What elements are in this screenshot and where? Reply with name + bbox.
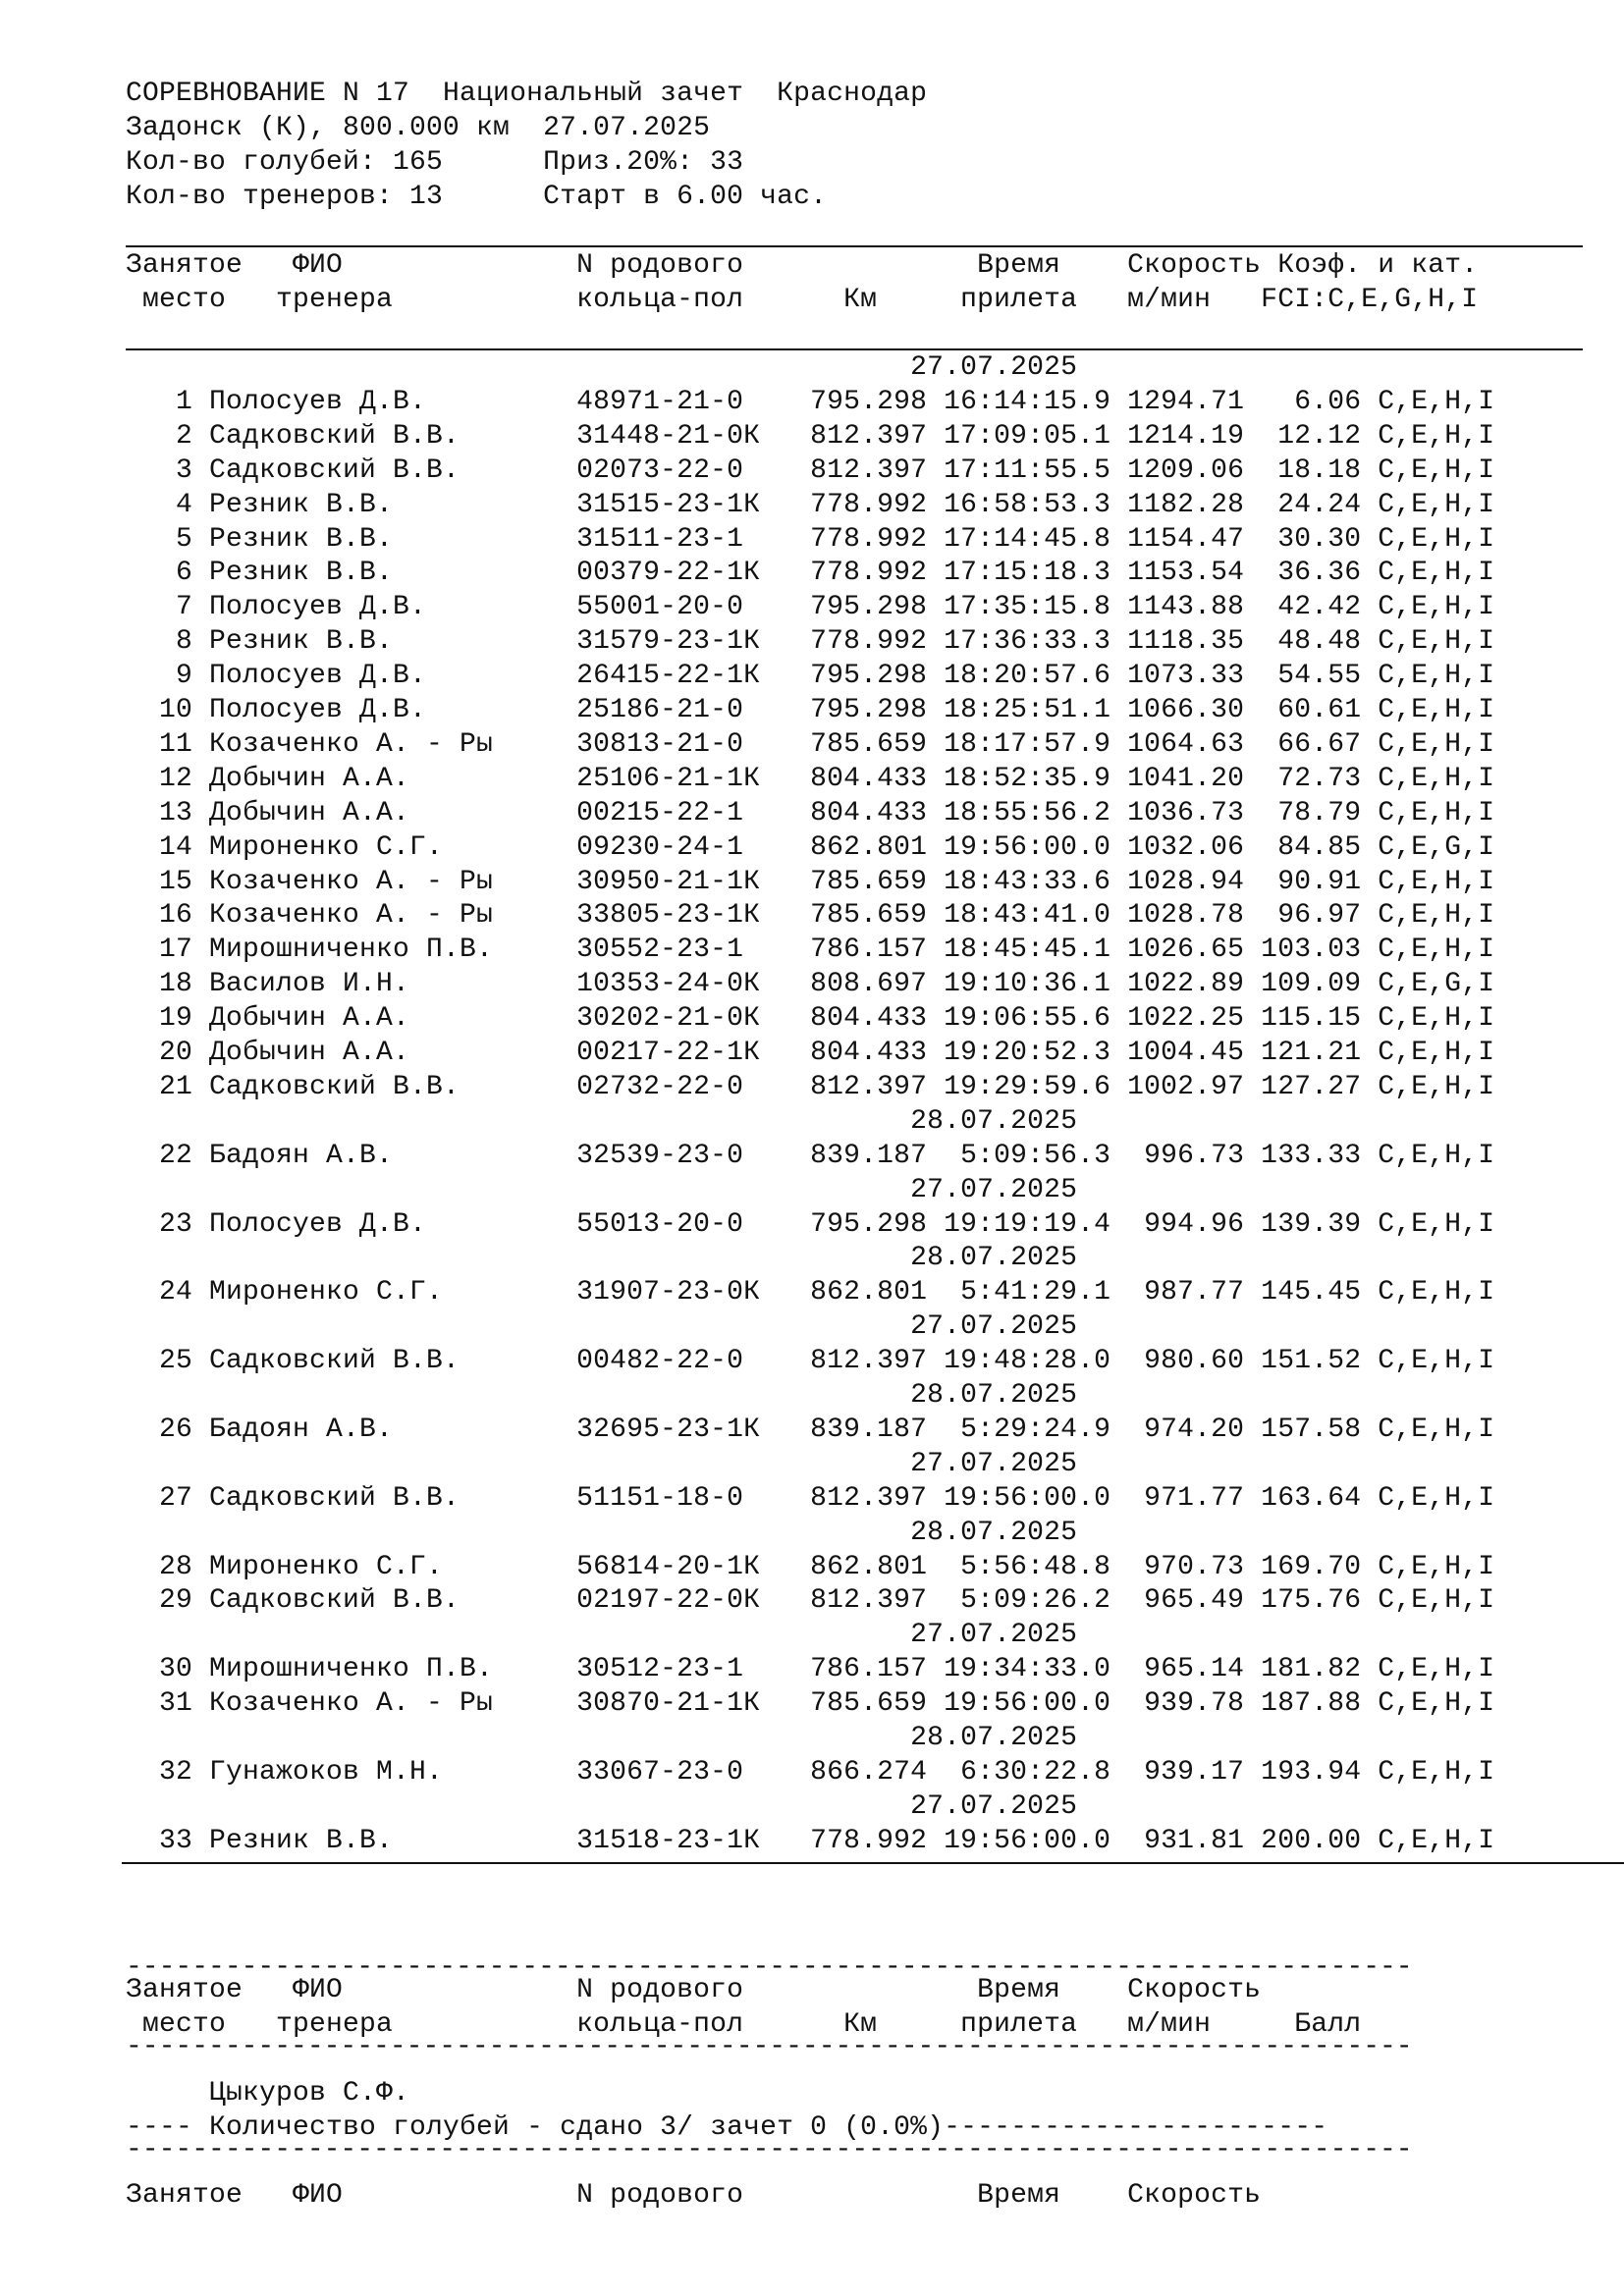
result-row: 33 Резник В.В. 31518-23-1К 778.992 19:56:00.0 931.81 200.00 C,E,H,I xyxy=(126,1825,1495,1856)
result-row: 13 Добычин А.А. 00215-22-1 804.433 18:55:56.2 1036.73 78.79 C,E,H,I xyxy=(126,797,1495,828)
result-row: 28 Мироненко С.Г. 56814-20-1К 862.801 5:56:48.8 970.73 169.70 C,E,H,I xyxy=(126,1551,1495,1582)
date-separator-row: 28.07.2025 xyxy=(126,1380,1078,1411)
result-row: 12 Добычин А.А. 25106-21-1К 804.433 18:52:35.9 1041.20 72.73 C,E,H,I xyxy=(126,763,1495,794)
trainer-top-dash: ------------------------------------------------------------------------------ xyxy=(126,1952,1413,1983)
result-row: 3 Садковский В.В. 02073-22-0 812.397 17:11:55.5 1209.06 18.18 C,E,H,I xyxy=(126,454,1495,486)
next-section-header: Занятое ФИО N родового Время Скорость xyxy=(126,2180,1262,2211)
date-separator-row: 27.07.2025 xyxy=(126,1448,1078,1479)
result-row: 17 Мирошниченко П.В. 30552-23-1 786.157 18:45:45.1 1026.65 103.03 C,E,H,I xyxy=(126,934,1495,966)
result-row: 27 Садковский В.В. 51151-18-0 812.397 19:56:00.0 971.77 163.64 C,E,H,I xyxy=(126,1482,1495,1514)
result-row: 31 Козаченко А. - Ры 30870-21-1К 785.659 19:56:00.0 939.78 187.88 C,E,H,I xyxy=(126,1688,1495,1720)
result-row: 18 Василов И.Н. 10353-24-0К 808.697 19:10:36.1 1022.89 109.09 C,E,G,I xyxy=(126,969,1495,1000)
date-separator-row: 28.07.2025 xyxy=(126,1105,1078,1137)
result-row: 19 Добычин А.А. 30202-21-0К 804.433 19:06:55.6 1022.25 115.15 C,E,H,I xyxy=(126,1003,1495,1035)
result-row: 14 Мироненко С.Г. 09230-24-1 862.801 19:56:00.0 1032.06 84.85 C,E,G,I xyxy=(126,831,1495,863)
date-separator-row: 27.07.2025 xyxy=(126,1790,1078,1822)
trainer-header-dash: ------------------------------------------------------------------------------ xyxy=(126,2032,1413,2062)
date-separator-row: 27.07.2025 xyxy=(126,1311,1078,1343)
result-row: 5 Резник В.В. 31511-23-1 778.992 17:14:45.8 1154.47 30.30 C,E,H,I xyxy=(126,523,1495,555)
result-row: 23 Полосуев Д.В. 55013-20-0 795.298 19:19:19.4 994.96 139.39 C,E,H,I xyxy=(126,1208,1495,1240)
result-row: 22 Бадоян А.В. 32539-23-0 839.187 5:09:56.3 996.73 133.33 C,E,H,I xyxy=(126,1140,1495,1171)
result-row: 32 Гунажоков М.Н. 33067-23-0 866.274 6:30:22.8 939.17 193.94 C,E,H,I xyxy=(126,1756,1495,1788)
next-section-dash: ------------------------------------------------------------------------------ xyxy=(126,2135,1413,2165)
competition-title: СОРЕВНОВАНИЕ N 17 Национальный зачет Краснодар xyxy=(126,79,928,109)
pigeons-count-line: Кол-во голубей: 165 Приз.20%: 33 xyxy=(126,147,744,178)
result-row: 25 Садковский В.В. 00482-22-0 812.397 19:48:28.0 980.60 151.52 C,E,H,I xyxy=(126,1346,1495,1377)
result-row: 15 Козаченко А. - Ры 30950-21-1К 785.659 18:43:33.6 1028.94 90.91 C,E,H,I xyxy=(126,866,1495,897)
table-header-row1: Занятое ФИО N родового Время Скорость Коэф. и кат. xyxy=(126,250,1479,281)
table-top-rule xyxy=(126,245,1583,247)
result-row: 29 Садковский В.В. 02197-22-0К 812.397 5:09:26.2 965.49 175.76 C,E,H,I xyxy=(126,1585,1495,1617)
date-separator-row: 28.07.2025 xyxy=(126,1723,1078,1753)
trainer-summary: ---- Количество голубей - сдано 3/ зачет 0 (0.0%)----------------------- xyxy=(126,2112,1328,2143)
result-row: 16 Козаченко А. - Ры 33805-23-1К 785.659 18:43:41.0 1028.78 96.97 C,E,H,I xyxy=(126,900,1495,932)
trainer-header-row1: Занятое ФИО N родового Время Скорость xyxy=(126,1975,1262,2005)
table-bottom-rule xyxy=(122,1862,1624,1864)
result-row: 9 Полосуев Д.В. 26415-22-1К 795.298 18:20:57.6 1073.33 54.55 C,E,H,I xyxy=(126,661,1495,692)
trainers-count-line: Кол-во тренеров: 13 Старт в 6.00 час. xyxy=(126,182,828,212)
trainer-header-row2: место тренера кольца-пол Км прилета м/мин Балл xyxy=(126,2009,1362,2040)
result-row: 30 Мирошниченко П.В. 30512-23-1 786.157 19:34:33.0 965.14 181.82 C,E,H,I xyxy=(126,1654,1495,1685)
date-separator-row: 27.07.2025 xyxy=(126,1620,1078,1651)
table-header-row2: место тренера кольца-пол Км прилета м/мин FCI:C,E,G,H,I xyxy=(126,285,1479,315)
date-separator-row: 28.07.2025 xyxy=(126,1243,1078,1274)
result-row: 6 Резник В.В. 00379-22-1К 778.992 17:15:18.3 1153.54 36.36 C,E,H,I xyxy=(126,558,1495,589)
result-row: 10 Полосуев Д.В. 25186-21-0 795.298 18:25:51.1 1066.30 60.61 C,E,H,I xyxy=(126,695,1495,725)
date-separator-row: 28.07.2025 xyxy=(126,1517,1078,1548)
result-row: 2 Садковский В.В. 31448-21-0К 812.397 17:09:05.1 1214.19 12.12 C,E,H,I xyxy=(126,420,1495,452)
result-row: 8 Резник В.В. 31579-23-1К 778.992 17:36:33.3 1118.35 48.48 C,E,H,I xyxy=(126,626,1495,658)
result-row: 24 Мироненко С.Г. 31907-23-0К 862.801 5:41:29.1 987.77 145.45 C,E,H,I xyxy=(126,1277,1495,1308)
date-separator-row: 27.07.2025 xyxy=(126,352,1078,383)
result-row: 1 Полосуев Д.В. 48971-21-0 795.298 16:14:15.9 1294.71 6.06 C,E,H,I xyxy=(126,386,1495,417)
date-separator-row: 27.07.2025 xyxy=(126,1174,1078,1205)
trainer-name: Цыкуров С.Ф. xyxy=(126,2078,410,2109)
result-row: 7 Полосуев Д.В. 55001-20-0 795.298 17:35:15.8 1143.88 42.42 C,E,H,I xyxy=(126,592,1495,623)
result-row: 20 Добычин А.А. 00217-22-1К 804.433 19:20:52.3 1004.45 121.21 C,E,H,I xyxy=(126,1038,1495,1068)
result-row: 21 Садковский В.В. 02732-22-0 812.397 19:29:59.6 1002.97 127.27 C,E,H,I xyxy=(126,1071,1495,1102)
result-row: 4 Резник В.В. 31515-23-1К 778.992 16:58:53.3 1182.28 24.24 C,E,H,I xyxy=(126,489,1495,520)
result-row: 11 Козаченко А. - Ры 30813-21-0 785.659 18:17:57.9 1064.63 66.67 C,E,H,I xyxy=(126,728,1495,760)
result-row: 26 Бадоян А.В. 32695-23-1К 839.187 5:29:24.9 974.20 157.58 C,E,H,I xyxy=(126,1414,1495,1445)
race-point-line: Задонск (К), 800.000 км 27.07.2025 xyxy=(126,113,711,143)
